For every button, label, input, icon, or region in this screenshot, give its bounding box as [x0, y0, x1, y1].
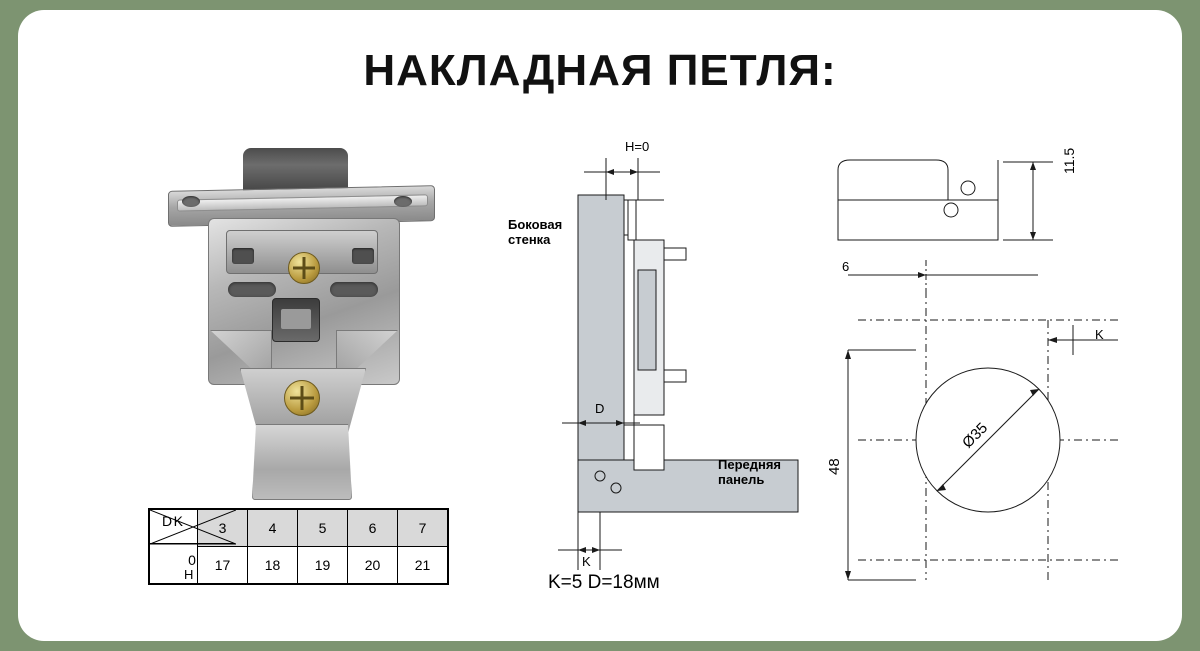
drilling-drawing — [818, 140, 1158, 610]
body-slot-left — [228, 282, 276, 297]
section-drawing-svg — [488, 140, 828, 610]
label-d: D — [595, 401, 605, 416]
body-hole-right — [352, 248, 374, 264]
corner-label-h: H — [184, 567, 194, 582]
table-header-cell: 6 — [348, 510, 398, 547]
label-side-wall-line2: стенка — [508, 232, 551, 247]
table-cell-h-value: 0 — [188, 552, 196, 568]
body-hole-left — [232, 248, 254, 264]
corner-label-k: K — [173, 513, 183, 529]
adjust-screw-bottom — [284, 380, 320, 416]
table-header-cell: 4 — [248, 510, 298, 547]
table-header-cell: 7 — [398, 510, 448, 547]
table-row-header — [150, 510, 448, 547]
table-header-cell: 3 — [198, 510, 248, 547]
label-front-panel-line1: Передняя — [718, 457, 782, 472]
cross-slot-icon — [285, 381, 319, 415]
table-cell-value: 21 — [398, 547, 448, 584]
spec-table — [148, 508, 449, 585]
label-diameter-35: Ø35 — [959, 419, 992, 452]
table-header-cell: 5 — [298, 510, 348, 547]
table-cell-value: 18 — [248, 547, 298, 584]
label-h0: H=0 — [625, 139, 650, 154]
page-title: НАКЛАДНАЯ ПЕТЛЯ: — [363, 46, 837, 95]
hinge-center-block — [272, 298, 320, 342]
corner-label-d: D — [162, 513, 173, 529]
hinge-cup — [252, 424, 352, 500]
table-cell-value: 17 — [198, 547, 248, 584]
plate-hole-right — [394, 196, 412, 207]
formula-text: K=5 D=18мм — [548, 572, 660, 593]
body-slot-right — [330, 282, 378, 297]
white-sheet — [18, 10, 1182, 641]
section-drawing — [488, 140, 828, 610]
label-front-panel-line2: панель — [718, 472, 765, 487]
label-side-wall-line1: Боковая — [508, 217, 563, 232]
label-k: K — [582, 554, 591, 569]
table-cell-value: 20 — [348, 547, 398, 584]
label-48: 48 — [826, 458, 843, 475]
cross-slot-icon — [289, 253, 319, 283]
label-6: 6 — [842, 259, 850, 274]
label-11-5: 11.5 — [1061, 147, 1077, 174]
plate-hole-left — [182, 196, 200, 207]
drilling-drawing-svg — [818, 140, 1158, 610]
adjust-screw-top — [288, 252, 320, 284]
hinge-photo — [148, 130, 468, 500]
table-cell-value: 19 — [298, 547, 348, 584]
label-k-right: K — [1095, 327, 1104, 342]
